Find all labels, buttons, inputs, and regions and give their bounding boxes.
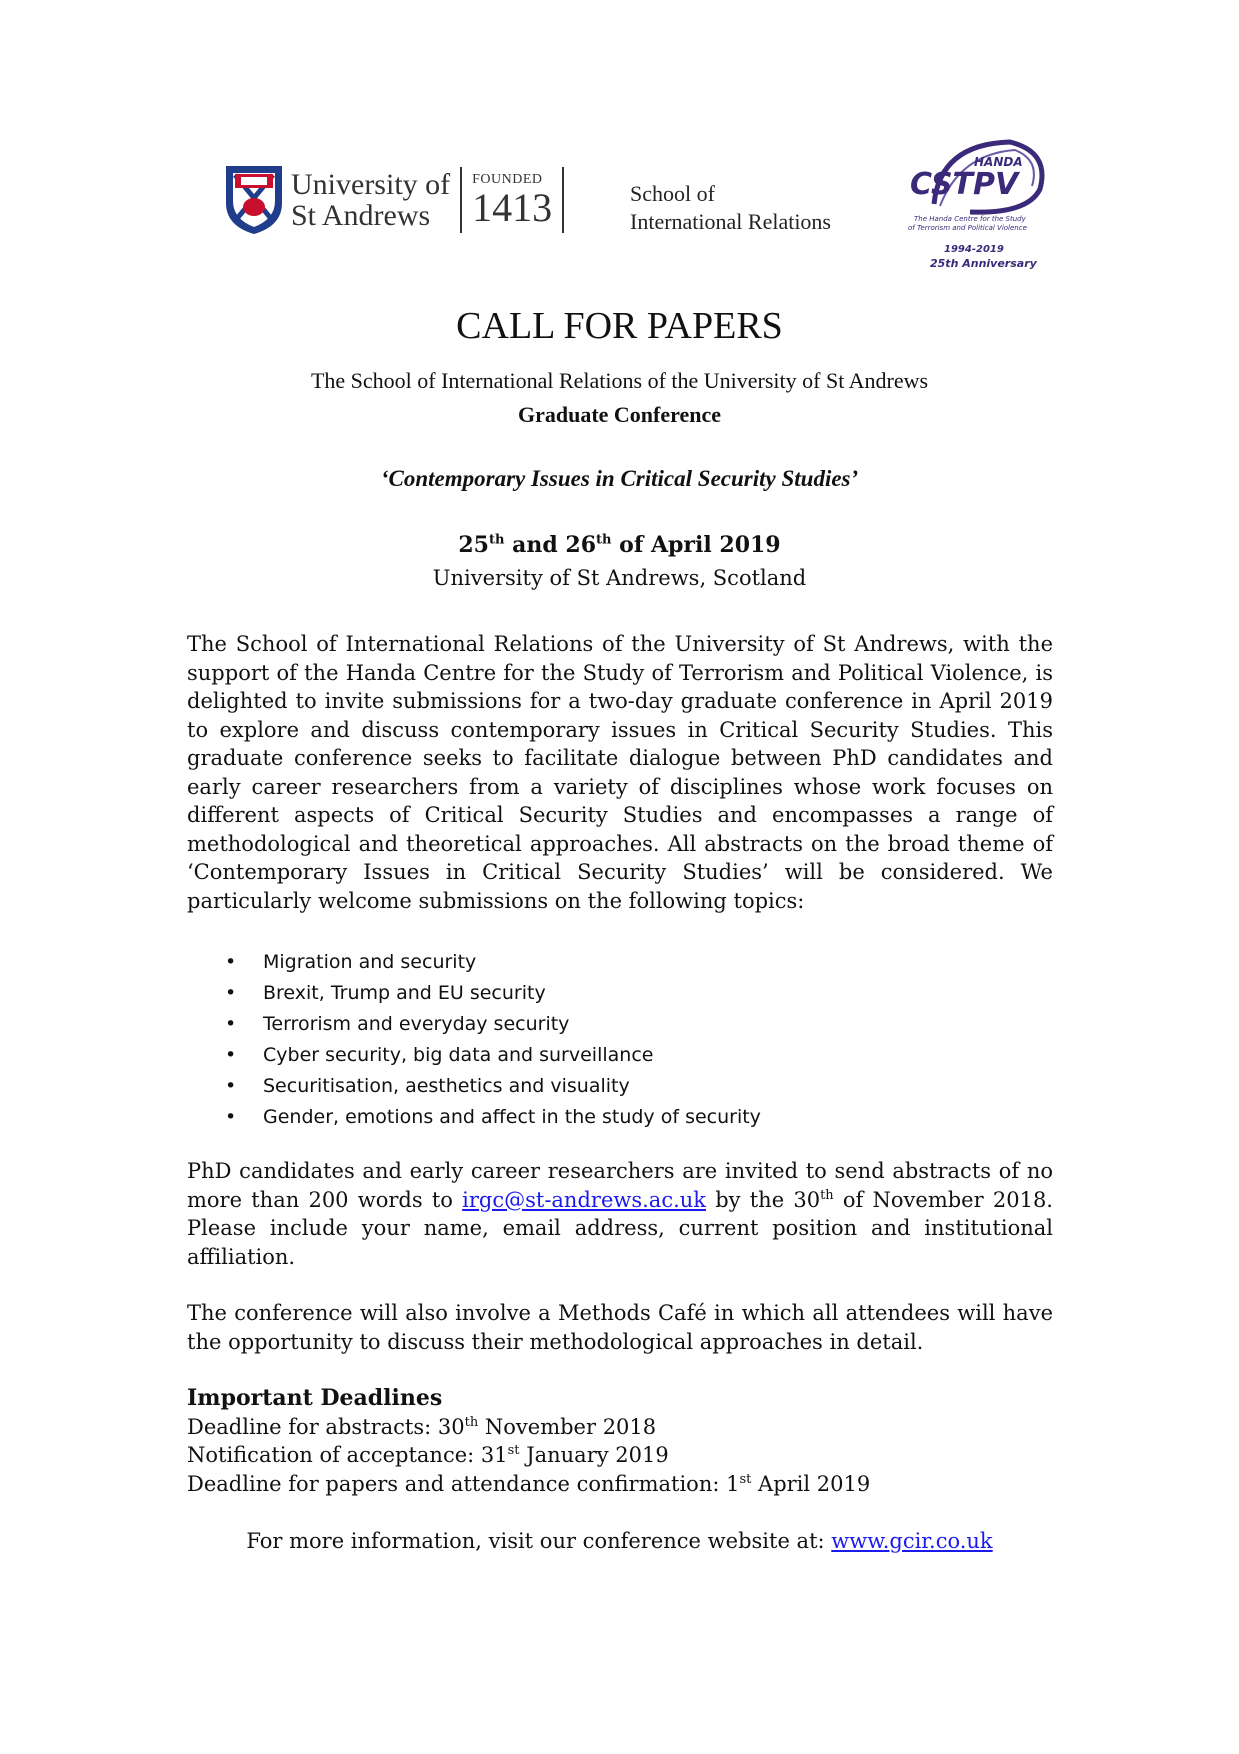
topics-list [225,947,761,1133]
deadlines-section [187,1384,870,1498]
date-day2-suffix: th [596,532,612,548]
logo-divider [460,167,462,233]
deadline-papers-date: April 2019 [751,1471,871,1496]
submission-date-suffix: th [820,1187,834,1203]
conference-theme: ‘Contemporary Issues in Critical Security Studies’ [380,466,859,491]
more-info [0,1529,1239,1553]
subtitle: The School of International Relations of the University of St Andrews [310,368,929,393]
submission-text-mid: by the 30 [706,1187,821,1212]
topic-item: • Brexit, Trump and EU security [225,978,761,1009]
founded-mark [472,172,552,228]
university-name-line1: University of [291,168,451,201]
date-day1-suffix: th [489,532,505,548]
deadline-abstracts-suffix: th [464,1414,479,1430]
university-logo [225,165,574,235]
more-info-text: For more information, visit our conference website at: [246,1529,832,1553]
submission-paragraph [187,1157,1053,1271]
deadline-papers [187,1470,870,1499]
cstpv-line1-text: The Handa Centre for the Study [914,215,1026,223]
deadline-abstracts-date: November 2018 [478,1414,657,1439]
deadline-papers-suffix: st [739,1471,752,1487]
intro-paragraph: The School of International Relations of the University of St Andrews, with the support of the Handa Centre for the Study of Terrorism and Political Violence, is delighted to invite submissions for a two-day graduate conference in April 2019 to explore and discuss contemporary issues in Critical Security Studies. This graduate conference seeks to facilitate dialogue between PhD candidates and early career researchers from a variety of disciplines whose work focuses on different aspects of Critical Security Studies and encompasses a range of methodological and theoretical approaches. All abstracts on the broad theme of ‘Contemporary Issues in Critical Security Studies’ will be considered. We particularly welcome submissions on the following topics: [187,632,1053,913]
cstpv-years-text: 1994-2019 [944,244,1004,255]
deadline-abstracts-text: Deadline for abstracts: 30 [187,1414,465,1439]
school-name [630,180,831,236]
submission-text-after: of November 2018. Please include your name, email address, current position and institutional affiliation. [187,1187,1053,1269]
deadlines-heading: Important Deadlines [187,1385,443,1411]
university-name [291,169,450,231]
cstpv-logo-icon [900,134,1050,284]
cstpv-line2-text: of Terrorism and Political Violence [908,224,1027,232]
deadline-notification-date: January 2019 [519,1443,669,1467]
topic-item: • Terrorism and everyday security [225,1009,761,1040]
cstpv-name-text: CSTPV [910,167,1019,202]
school-name-line2: International Relations [630,209,831,234]
topic-item: • Securitisation, aesthetics and visuality [225,1071,761,1102]
topic-item: • Gender, emotions and affect in the study of security [225,1102,761,1133]
date-day1: 25 [458,532,489,558]
deadline-papers-text: Deadline for papers and attendance confirmation: 1 [187,1471,740,1496]
methods-paragraph: The conference will also involve a Methods Café in which all attendees will have the opportunity to discuss their methodological approaches in detail. [187,1301,1053,1354]
deadline-notification-text: Notification of acceptance: 31 [187,1443,508,1467]
cstpv-logo [900,134,1050,284]
founded-year: 1413 [472,185,553,230]
header [0,130,1239,290]
deadline-notification [187,1441,870,1470]
conference-dates [0,532,1239,558]
submission-text-before: PhD candidates and early career researchers are invited to send abstracts of no more than 200 words to [187,1159,1053,1212]
submission-email-link[interactable]: irgc@st-andrews.ac.uk [462,1187,706,1212]
website-link[interactable]: www.gcir.co.uk [831,1529,993,1553]
logo-divider-right [562,167,564,233]
deadline-abstracts [187,1413,870,1442]
founded-label: FOUNDED [472,172,543,187]
cstpv-handa-text: HANDA [974,155,1023,169]
school-name-line1: School of [630,181,715,206]
deadline-notification-suffix: st [507,1443,520,1458]
conference-label: Graduate Conference [517,402,722,427]
topic-item: • Migration and security [225,947,761,978]
date-month-year: of April 2019 [611,532,781,558]
university-name-line2: St Andrews [291,199,431,232]
st-andrews-crest-icon [225,165,283,235]
page-title: CALL FOR PAPERS [456,305,783,347]
conference-location: University of St Andrews, Scotland [432,566,807,590]
cstpv-anniversary-text: 25th Anniversary [930,257,1037,270]
date-day2: and 26 [504,532,597,558]
topic-item: • Cyber security, big data and surveillance [225,1040,761,1071]
